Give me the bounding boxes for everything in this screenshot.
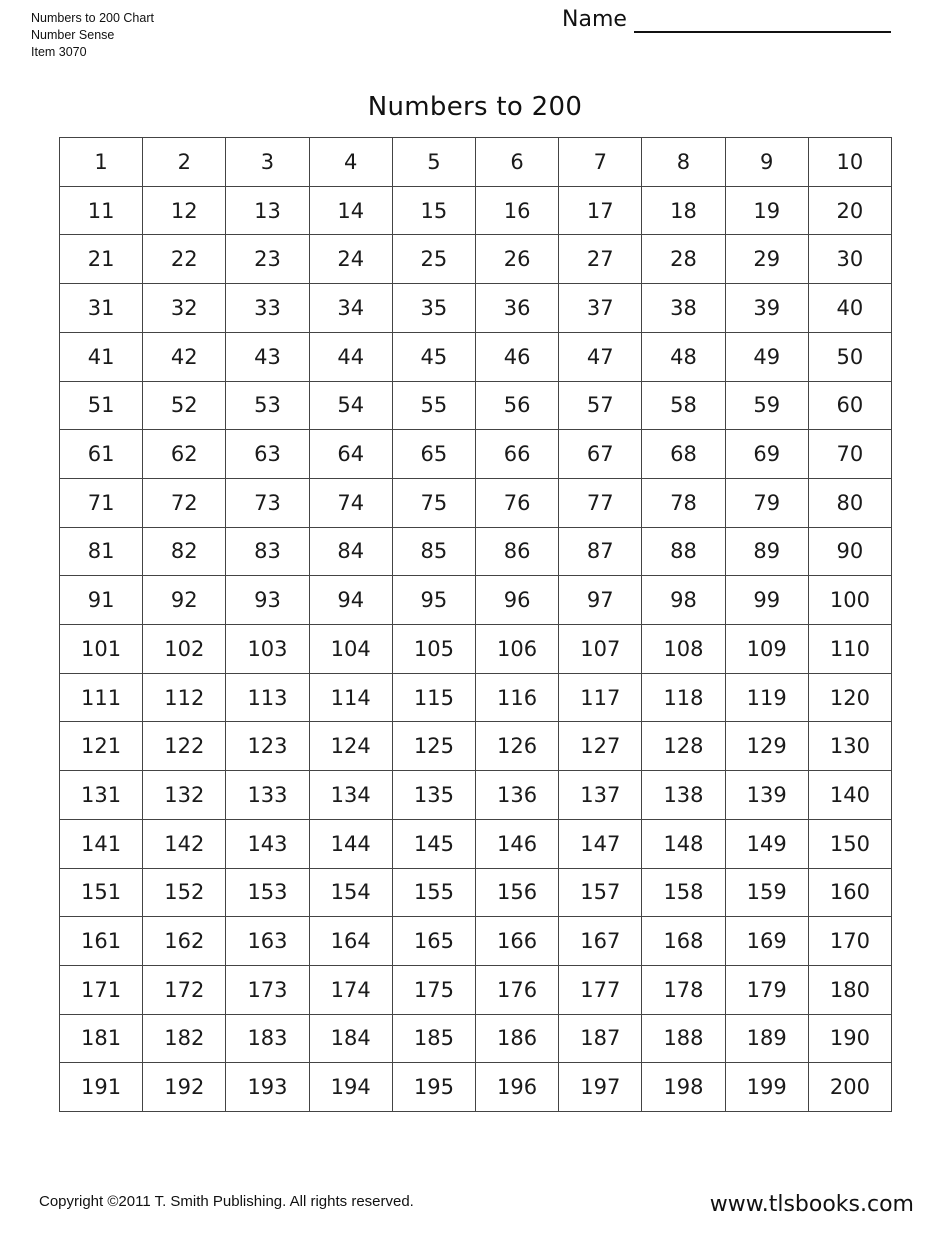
- grid-cell: 142: [143, 820, 226, 869]
- grid-cell: 200: [809, 1063, 892, 1112]
- grid-cell: 136: [476, 771, 559, 820]
- grid-cell: 195: [393, 1063, 476, 1112]
- grid-cell: 132: [143, 771, 226, 820]
- grid-cell: 186: [476, 1015, 559, 1064]
- grid-cell: 63: [226, 430, 309, 479]
- grid-cell: 183: [226, 1015, 309, 1064]
- grid-cell: 110: [809, 625, 892, 674]
- grid-cell: 172: [143, 966, 226, 1015]
- grid-cell: 48: [642, 333, 725, 382]
- grid-cell: 74: [310, 479, 393, 528]
- grid-cell: 181: [60, 1015, 143, 1064]
- grid-cell: 113: [226, 674, 309, 723]
- grid-cell: 179: [726, 966, 809, 1015]
- grid-cell: 11: [60, 187, 143, 236]
- grid-cell: 86: [476, 528, 559, 577]
- grid-cell: 30: [809, 235, 892, 284]
- grid-cell: 77: [559, 479, 642, 528]
- grid-cell: 84: [310, 528, 393, 577]
- grid-cell: 70: [809, 430, 892, 479]
- grid-cell: 138: [642, 771, 725, 820]
- grid-cell: 176: [476, 966, 559, 1015]
- grid-cell: 56: [476, 382, 559, 431]
- grid-cell: 16: [476, 187, 559, 236]
- grid-cell: 166: [476, 917, 559, 966]
- grid-cell: 116: [476, 674, 559, 723]
- grid-cell: 188: [642, 1015, 725, 1064]
- grid-cell: 175: [393, 966, 476, 1015]
- grid-cell: 88: [642, 528, 725, 577]
- grid-cell: 125: [393, 722, 476, 771]
- grid-cell: 141: [60, 820, 143, 869]
- grid-cell: 148: [642, 820, 725, 869]
- name-label: Name: [562, 7, 627, 32]
- page-title: Numbers to 200: [367, 92, 583, 122]
- grid-cell: 109: [726, 625, 809, 674]
- grid-cell: 35: [393, 284, 476, 333]
- grid-cell: 62: [143, 430, 226, 479]
- grid-cell: 91: [60, 576, 143, 625]
- grid-cell: 71: [60, 479, 143, 528]
- grid-cell: 31: [60, 284, 143, 333]
- grid-cell: 25: [393, 235, 476, 284]
- grid-cell: 198: [642, 1063, 725, 1112]
- grid-cell: 59: [726, 382, 809, 431]
- grid-cell: 156: [476, 869, 559, 918]
- grid-cell: 150: [809, 820, 892, 869]
- grid-cell: 169: [726, 917, 809, 966]
- worksheet-info: [31, 10, 154, 61]
- grid-cell: 83: [226, 528, 309, 577]
- grid-cell: 123: [226, 722, 309, 771]
- grid-cell: 118: [642, 674, 725, 723]
- grid-cell: 114: [310, 674, 393, 723]
- grid-cell: 194: [310, 1063, 393, 1112]
- grid-cell: 160: [809, 869, 892, 918]
- grid-cell: 180: [809, 966, 892, 1015]
- grid-cell: 174: [310, 966, 393, 1015]
- grid-cell: 105: [393, 625, 476, 674]
- grid-cell: 55: [393, 382, 476, 431]
- grid-cell: 159: [726, 869, 809, 918]
- grid-cell: 42: [143, 333, 226, 382]
- grid-cell: 130: [809, 722, 892, 771]
- item-number: Item 3070: [31, 45, 87, 59]
- website-text: www.tlsbooks.com: [709, 1192, 914, 1217]
- grid-cell: 164: [310, 917, 393, 966]
- number-grid: [59, 137, 892, 1112]
- grid-cell: 187: [559, 1015, 642, 1064]
- grid-cell: 143: [226, 820, 309, 869]
- grid-cell: 29: [726, 235, 809, 284]
- grid-cell: 196: [476, 1063, 559, 1112]
- grid-cell: 126: [476, 722, 559, 771]
- grid-cell: 79: [726, 479, 809, 528]
- grid-cell: 75: [393, 479, 476, 528]
- grid-cell: 199: [726, 1063, 809, 1112]
- grid-cell: 162: [143, 917, 226, 966]
- grid-cell: 15: [393, 187, 476, 236]
- grid-cell: 193: [226, 1063, 309, 1112]
- grid-cell: 24: [310, 235, 393, 284]
- grid-cell: 147: [559, 820, 642, 869]
- grid-cell: 61: [60, 430, 143, 479]
- grid-cell: 68: [642, 430, 725, 479]
- grid-cell: 102: [143, 625, 226, 674]
- grid-cell: 115: [393, 674, 476, 723]
- grid-cell: 81: [60, 528, 143, 577]
- grid-cell: 45: [393, 333, 476, 382]
- grid-cell: 119: [726, 674, 809, 723]
- grid-cell: 145: [393, 820, 476, 869]
- grid-cell: 101: [60, 625, 143, 674]
- grid-cell: 107: [559, 625, 642, 674]
- grid-cell: 103: [226, 625, 309, 674]
- grid-cell: 85: [393, 528, 476, 577]
- grid-cell: 32: [143, 284, 226, 333]
- grid-cell: 67: [559, 430, 642, 479]
- grid-cell: 21: [60, 235, 143, 284]
- grid-cell: 93: [226, 576, 309, 625]
- grid-cell: 134: [310, 771, 393, 820]
- grid-cell: 117: [559, 674, 642, 723]
- grid-cell: 52: [143, 382, 226, 431]
- grid-cell: 122: [143, 722, 226, 771]
- grid-cell: 34: [310, 284, 393, 333]
- grid-cell: 144: [310, 820, 393, 869]
- grid-cell: 146: [476, 820, 559, 869]
- grid-cell: 80: [809, 479, 892, 528]
- grid-cell: 177: [559, 966, 642, 1015]
- grid-cell: 92: [143, 576, 226, 625]
- grid-cell: 3: [226, 138, 309, 187]
- grid-cell: 69: [726, 430, 809, 479]
- grid-cell: 185: [393, 1015, 476, 1064]
- grid-cell: 51: [60, 382, 143, 431]
- grid-cell: 65: [393, 430, 476, 479]
- grid-cell: 37: [559, 284, 642, 333]
- grid-cell: 128: [642, 722, 725, 771]
- grid-cell: 58: [642, 382, 725, 431]
- grid-cell: 40: [809, 284, 892, 333]
- grid-cell: 127: [559, 722, 642, 771]
- grid-cell: 112: [143, 674, 226, 723]
- grid-cell: 121: [60, 722, 143, 771]
- grid-cell: 133: [226, 771, 309, 820]
- grid-cell: 14: [310, 187, 393, 236]
- grid-cell: 98: [642, 576, 725, 625]
- grid-cell: 157: [559, 869, 642, 918]
- grid-cell: 33: [226, 284, 309, 333]
- grid-cell: 94: [310, 576, 393, 625]
- grid-cell: 26: [476, 235, 559, 284]
- grid-cell: 104: [310, 625, 393, 674]
- grid-cell: 43: [226, 333, 309, 382]
- grid-cell: 95: [393, 576, 476, 625]
- grid-cell: 161: [60, 917, 143, 966]
- copyright-text: Copyright ©2011 T. Smith Publishing. All rights reserved.: [39, 1193, 414, 1210]
- grid-cell: 168: [642, 917, 725, 966]
- name-field[interactable]: [562, 6, 892, 36]
- grid-cell: 129: [726, 722, 809, 771]
- grid-cell: 64: [310, 430, 393, 479]
- grid-cell: 57: [559, 382, 642, 431]
- grid-cell: 192: [143, 1063, 226, 1112]
- grid-cell: 2: [143, 138, 226, 187]
- grid-cell: 167: [559, 917, 642, 966]
- grid-cell: 17: [559, 187, 642, 236]
- grid-cell: 171: [60, 966, 143, 1015]
- grid-cell: 13: [226, 187, 309, 236]
- grid-cell: 135: [393, 771, 476, 820]
- grid-cell: 189: [726, 1015, 809, 1064]
- grid-cell: 153: [226, 869, 309, 918]
- grid-cell: 22: [143, 235, 226, 284]
- grid-cell: 78: [642, 479, 725, 528]
- grid-cell: 41: [60, 333, 143, 382]
- grid-cell: 36: [476, 284, 559, 333]
- grid-cell: 154: [310, 869, 393, 918]
- grid-cell: 47: [559, 333, 642, 382]
- grid-cell: 151: [60, 869, 143, 918]
- grid-cell: 111: [60, 674, 143, 723]
- grid-cell: 158: [642, 869, 725, 918]
- grid-cell: 87: [559, 528, 642, 577]
- grid-cell: 4: [310, 138, 393, 187]
- grid-cell: 124: [310, 722, 393, 771]
- grid-cell: 155: [393, 869, 476, 918]
- grid-cell: 140: [809, 771, 892, 820]
- worksheet-title: Numbers to 200 Chart: [31, 11, 154, 25]
- grid-cell: 44: [310, 333, 393, 382]
- grid-cell: 90: [809, 528, 892, 577]
- grid-cell: 190: [809, 1015, 892, 1064]
- grid-cell: 182: [143, 1015, 226, 1064]
- grid-cell: 9: [726, 138, 809, 187]
- grid-cell: 73: [226, 479, 309, 528]
- grid-cell: 46: [476, 333, 559, 382]
- grid-cell: 39: [726, 284, 809, 333]
- grid-cell: 165: [393, 917, 476, 966]
- grid-cell: 7: [559, 138, 642, 187]
- grid-cell: 170: [809, 917, 892, 966]
- grid-cell: 139: [726, 771, 809, 820]
- grid-cell: 6: [476, 138, 559, 187]
- grid-cell: 197: [559, 1063, 642, 1112]
- grid-cell: 152: [143, 869, 226, 918]
- grid-cell: 100: [809, 576, 892, 625]
- grid-cell: 66: [476, 430, 559, 479]
- grid-cell: 19: [726, 187, 809, 236]
- grid-cell: 178: [642, 966, 725, 1015]
- grid-cell: 97: [559, 576, 642, 625]
- grid-cell: 108: [642, 625, 725, 674]
- grid-cell: 27: [559, 235, 642, 284]
- grid-cell: 120: [809, 674, 892, 723]
- grid-cell: 1: [60, 138, 143, 187]
- grid-cell: 10: [809, 138, 892, 187]
- grid-cell: 137: [559, 771, 642, 820]
- grid-cell: 54: [310, 382, 393, 431]
- grid-cell: 131: [60, 771, 143, 820]
- grid-cell: 28: [642, 235, 725, 284]
- grid-cell: 20: [809, 187, 892, 236]
- grid-cell: 89: [726, 528, 809, 577]
- grid-cell: 60: [809, 382, 892, 431]
- grid-cell: 173: [226, 966, 309, 1015]
- grid-cell: 18: [642, 187, 725, 236]
- grid-cell: 5: [393, 138, 476, 187]
- grid-cell: 53: [226, 382, 309, 431]
- grid-cell: 49: [726, 333, 809, 382]
- grid-cell: 106: [476, 625, 559, 674]
- grid-cell: 72: [143, 479, 226, 528]
- grid-cell: 76: [476, 479, 559, 528]
- grid-cell: 12: [143, 187, 226, 236]
- worksheet-subject: Number Sense: [31, 28, 115, 42]
- grid-cell: 82: [143, 528, 226, 577]
- name-line[interactable]: [634, 31, 891, 33]
- grid-cell: 149: [726, 820, 809, 869]
- grid-cell: 163: [226, 917, 309, 966]
- grid-cell: 96: [476, 576, 559, 625]
- grid-cell: 184: [310, 1015, 393, 1064]
- grid-cell: 99: [726, 576, 809, 625]
- grid-cell: 23: [226, 235, 309, 284]
- grid-cell: 8: [642, 138, 725, 187]
- grid-cell: 191: [60, 1063, 143, 1112]
- grid-cell: 50: [809, 333, 892, 382]
- grid-cell: 38: [642, 284, 725, 333]
